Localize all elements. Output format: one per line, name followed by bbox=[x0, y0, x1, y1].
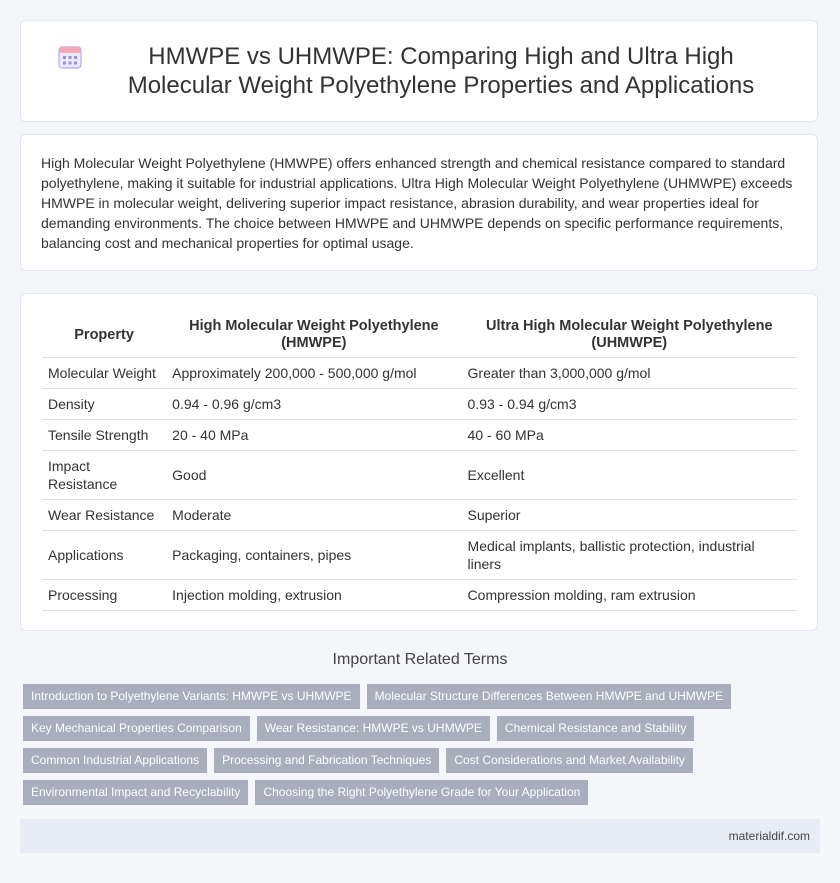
table-row bbox=[42, 358, 797, 389]
table-row bbox=[42, 580, 797, 611]
related-term-tag[interactable]: Chemical Resistance and Stability bbox=[497, 716, 694, 741]
table-header-row bbox=[42, 310, 797, 358]
page-title: HMWPE vs UHMWPE: Comparing High and Ultra High Molecular Weight Polyethylene Properties and Applications bbox=[127, 43, 755, 99]
related-term-tag[interactable]: Key Mechanical Properties Comparison bbox=[23, 716, 250, 741]
related-term-tag[interactable]: Cost Considerations and Market Availability bbox=[446, 748, 693, 773]
related-term-tag[interactable]: Molecular Structure Differences Between HMWPE and UHMWPE bbox=[367, 684, 732, 709]
row-uhmwpe-value: 40 - 60 MPa bbox=[462, 420, 797, 451]
table-row bbox=[42, 420, 797, 451]
header-hmwpe: High Molecular Weight Polyethylene (HMWPE) bbox=[166, 310, 461, 358]
row-uhmwpe-value: Excellent bbox=[462, 451, 797, 500]
related-term-tag[interactable]: Processing and Fabrication Techniques bbox=[214, 748, 439, 773]
related-term-tag[interactable]: Common Industrial Applications bbox=[23, 748, 207, 773]
row-property: Molecular Weight bbox=[42, 358, 166, 389]
row-uhmwpe-value: Superior bbox=[462, 500, 797, 531]
related-terms-title: Important Related Terms bbox=[332, 651, 508, 668]
calendar-grid-icon bbox=[57, 44, 83, 70]
table-row bbox=[42, 500, 797, 531]
row-hmwpe-value: Approximately 200,000 - 500,000 g/mol bbox=[166, 358, 461, 389]
intro-text: High Molecular Weight Polyethylene (HMWPE) offers enhanced strength and chemical resistance compared to standard polyethylene, making it suitable for industrial applications. Ultra High Molecular Weight Polyethylene (UHMWPE) exceeds HMWPE in molecular weight, delivering superior impact resistance, abrasion durability, and wear properties ideal for demanding environments. The choice between HMWPE and UHMWPE depends on specific performance requirements, balancing cost and mechanical properties for optimal usage. bbox=[41, 155, 793, 251]
row-property: Wear Resistance bbox=[42, 500, 166, 531]
comparison-table bbox=[42, 310, 797, 611]
table-row bbox=[42, 389, 797, 420]
row-property: Applications bbox=[42, 531, 166, 580]
related-terms-tags bbox=[23, 684, 823, 812]
related-term-tag[interactable]: Choosing the Right Polyethylene Grade for Your Application bbox=[255, 780, 588, 805]
related-term-tag[interactable]: Introduction to Polyethylene Variants: HMWPE vs UHMWPE bbox=[23, 684, 360, 709]
row-property: Impact Resistance bbox=[42, 451, 166, 500]
row-property: Processing bbox=[42, 580, 166, 611]
row-hmwpe-value: 20 - 40 MPa bbox=[166, 420, 461, 451]
tag-row bbox=[23, 748, 823, 773]
row-hmwpe-value: Injection molding, extrusion bbox=[166, 580, 461, 611]
tag-row bbox=[23, 780, 823, 805]
row-uhmwpe-value: Medical implants, ballistic protection, industrial liners bbox=[462, 531, 797, 580]
related-term-tag[interactable]: Wear Resistance: HMWPE vs UHMWPE bbox=[257, 716, 490, 741]
comparison-table-card bbox=[20, 293, 818, 631]
row-property: Tensile Strength bbox=[42, 420, 166, 451]
row-hmwpe-value: Packaging, containers, pipes bbox=[166, 531, 461, 580]
row-hmwpe-value: Good bbox=[166, 451, 461, 500]
row-hmwpe-value: Moderate bbox=[166, 500, 461, 531]
intro-card bbox=[20, 134, 818, 271]
row-uhmwpe-value: Greater than 3,000,000 g/mol bbox=[462, 358, 797, 389]
tag-row bbox=[23, 716, 823, 741]
row-property: Density bbox=[42, 389, 166, 420]
header-property: Property bbox=[42, 310, 166, 358]
header-uhmwpe: Ultra High Molecular Weight Polyethylene (UHMWPE) bbox=[462, 310, 797, 358]
related-term-tag[interactable]: Environmental Impact and Recyclability bbox=[23, 780, 248, 805]
row-uhmwpe-value: 0.93 - 0.94 g/cm3 bbox=[462, 389, 797, 420]
table-row bbox=[42, 451, 797, 500]
table-row bbox=[42, 531, 797, 580]
tag-row bbox=[23, 684, 823, 709]
footer bbox=[20, 819, 820, 853]
footer-site-link[interactable]: materialdif.com bbox=[728, 829, 810, 843]
title-card bbox=[20, 20, 818, 122]
title-wrap bbox=[57, 42, 781, 100]
row-uhmwpe-value: Compression molding, ram extrusion bbox=[462, 580, 797, 611]
row-hmwpe-value: 0.94 - 0.96 g/cm3 bbox=[166, 389, 461, 420]
